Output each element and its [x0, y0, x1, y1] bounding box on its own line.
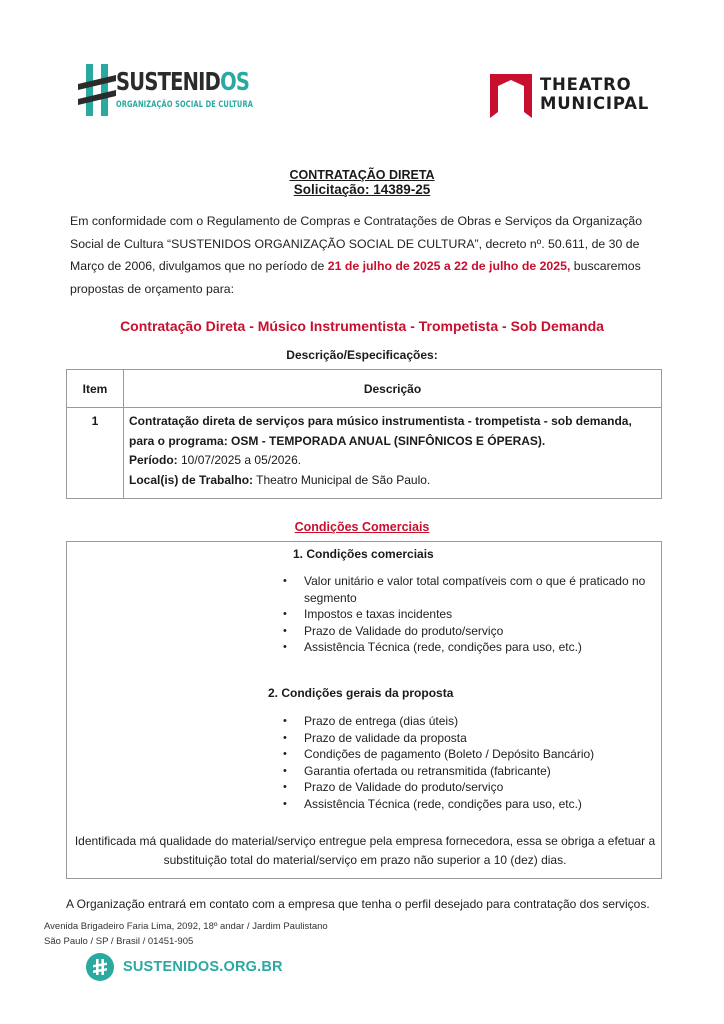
- period-line: Período: 10/07/2025 a 05/2026.: [129, 453, 302, 467]
- closing-statement: A Organização entrará em contato com a empresa que tenha o perfil desejado para contratação dos serviços.: [66, 897, 650, 911]
- website-link[interactable]: SUSTENIDOS.ORG.BR: [123, 959, 283, 975]
- location-line: Local(is) de Trabalho: Theatro Municipal de São Paulo.: [129, 472, 431, 487]
- intro-paragraph: Em conformidade com o Regulamento de Compras e Contratações de Obras e Serviços da Organização Social de Cultura “SUSTENIDOS ORGANIZAÇÃO SOCIAL DE CULTURA”, decreto nº. 50.611, de 30 de Março de 2006, divulgamos que no período de 21 de julho de 2025 a 22 de julho de 2025, buscaremos propostas de orçamento para:: [70, 214, 643, 296]
- section1-list: [276, 573, 656, 656]
- table-row: [67, 408, 662, 499]
- list-item: • Garantia ofertada ou retransmitida (fabricante): [276, 763, 656, 780]
- conditions-title: Condições Comerciais: [294, 520, 430, 534]
- list-item: • Assistência Técnica (rede, condições para uso, etc.): [276, 639, 656, 656]
- list-item: • Valor unitário e valor total compatíveis com o que é praticado no segmento: [276, 573, 656, 606]
- list-item: • Prazo de validade da proposta: [276, 730, 656, 747]
- list-item: • Prazo de Validade do produto/serviço: [276, 779, 656, 796]
- list-item: • Prazo de entrega (dias úteis): [276, 713, 656, 730]
- list-item: • Prazo de Validade do produto/serviço: [276, 623, 656, 640]
- section2-list: [276, 713, 656, 812]
- sustenidos-subtitle: ORGANIZAÇÃO SOCIAL DE CULTURA: [116, 100, 254, 110]
- request-number: Solicitação: 14389-25: [293, 182, 431, 197]
- main-heading: Contratação Direta - Músico Instrumentista - Trompetista - Sob Demanda: [120, 318, 604, 334]
- item-number: 1: [67, 408, 124, 499]
- period-highlight: 21 de julho de 2025 a 22 de julho de 2025,: [327, 259, 571, 273]
- item-description: [124, 408, 662, 499]
- document-title: CONTRATAÇÃO DIRETA: [289, 168, 435, 182]
- column-header-item: Item: [67, 370, 124, 408]
- spec-heading: Descrição/Especificações:: [286, 348, 438, 362]
- specifications-table: [66, 369, 662, 499]
- table-header-row: [67, 370, 662, 408]
- theatro-municipal-logo: [490, 72, 660, 122]
- list-item: • Assistência Técnica (rede, condições para uso, etc.): [276, 796, 656, 813]
- hash-circle-icon: [86, 953, 114, 981]
- sustenidos-brand-text: SUSTENIDOS: [116, 67, 250, 96]
- quality-note: Identificada má qualidade do material/serviço entregue pela empresa fornecedora, essa se obriga a efetuar a substituição total do material/serviço em prazo não superior a 10 (dez) dias.: [74, 834, 656, 867]
- column-header-description: Descrição: [124, 370, 662, 408]
- section1-title: 1. Condições comerciais: [293, 547, 434, 561]
- hash-logo-icon: [78, 64, 116, 116]
- list-item: • Impostos e taxas incidentes: [276, 606, 656, 623]
- sustenidos-logo: [78, 60, 253, 122]
- footer-website[interactable]: [86, 952, 283, 982]
- list-item: • Condições de pagamento (Boleto / Depósito Bancário): [276, 746, 656, 763]
- conditions-box: [66, 541, 662, 879]
- document-title-block: [0, 168, 724, 198]
- footer-address: Avenida Brigadeiro Faria Lima, 2092, 18º andar / Jardim Paulistano São Paulo / SP / Brasil / 01451-905: [44, 921, 328, 947]
- description-text: Contratação direta de serviços para músico instrumentista - trompetista - sob demanda, para o programa: OSM - TEMPORADA ANUAL (SINFÔNICOS E ÓPERAS).: [129, 414, 632, 448]
- theatro-municipal-name: THEATRO MUNICIPAL: [540, 75, 650, 113]
- section2-title: 2. Condições gerais da proposta: [268, 686, 454, 700]
- theatro-arch-icon: [490, 74, 532, 118]
